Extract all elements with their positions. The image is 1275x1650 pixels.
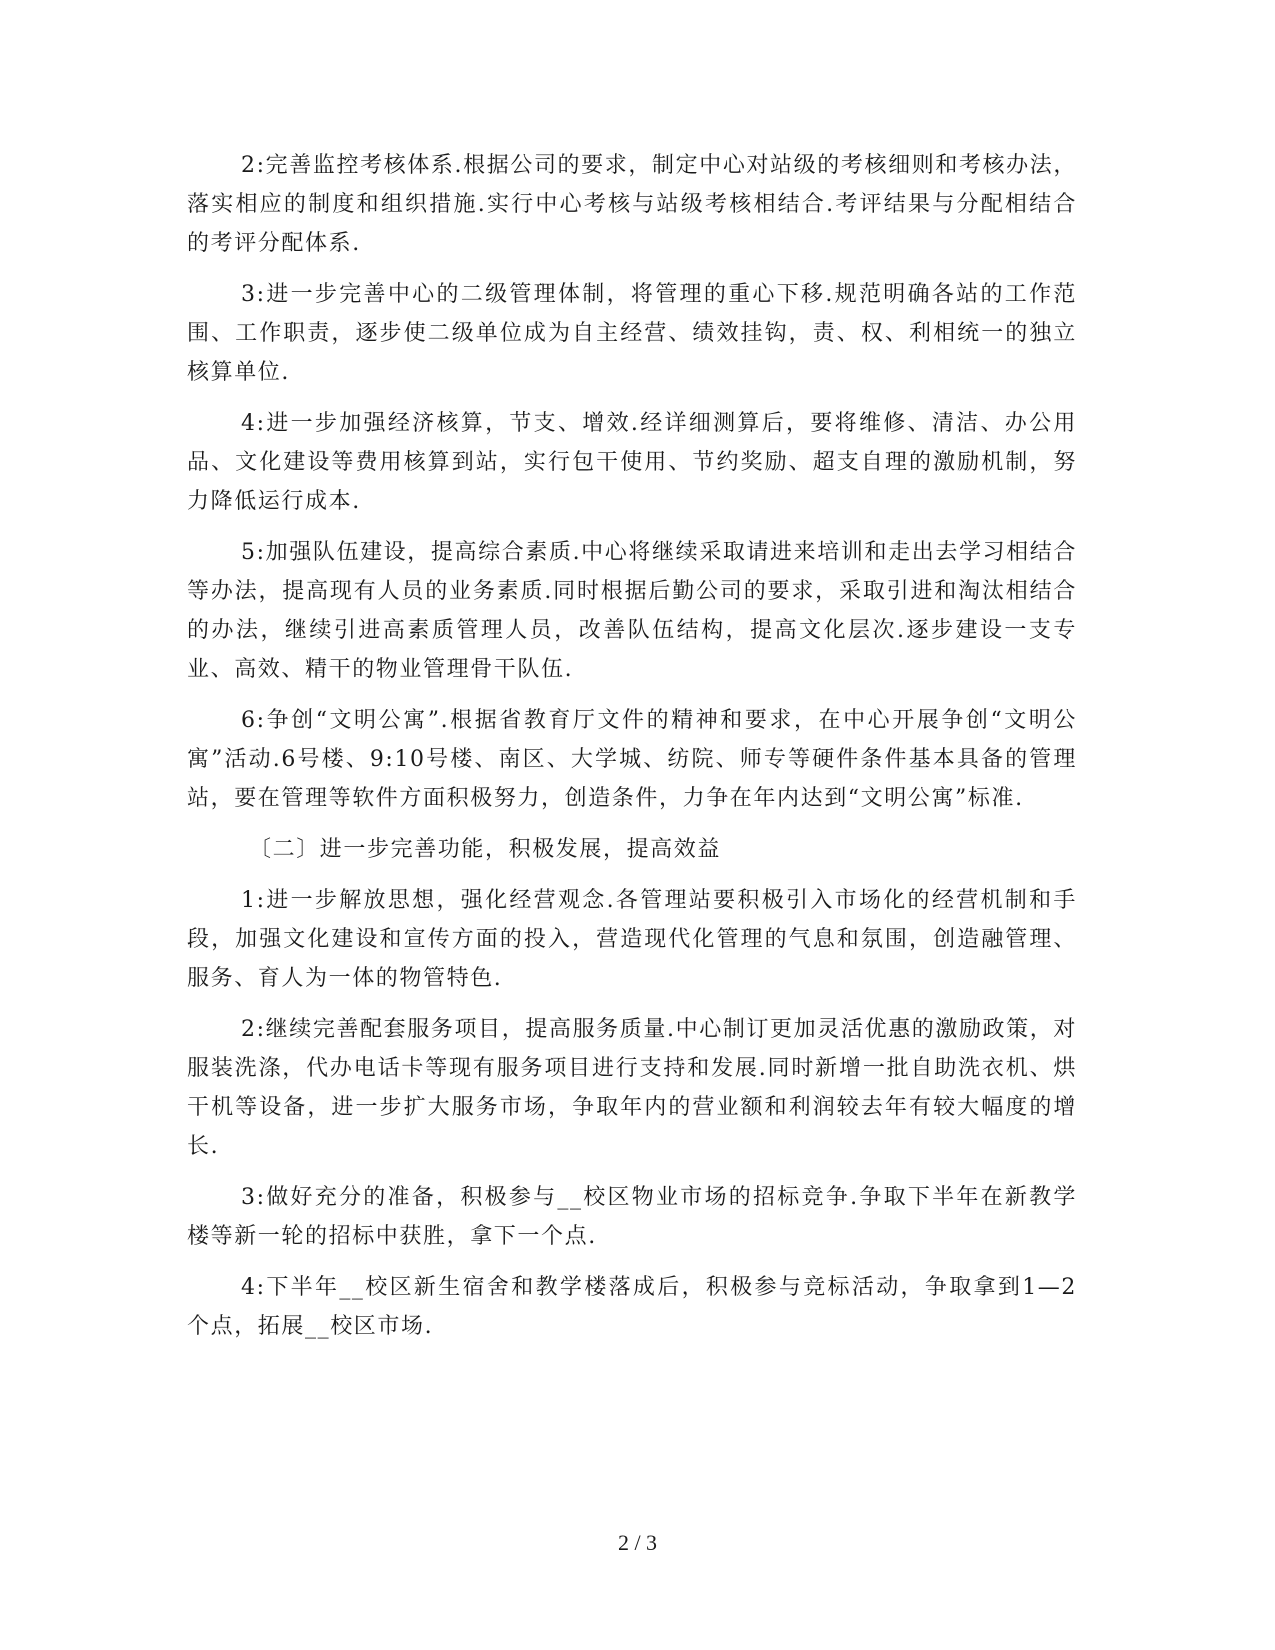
paragraph-item-3-bidding: 3:做好充分的准备，积极参与__校区物业市场的招标竞争.争取下半年在新教学楼等新一轮的招标中获胜，拿下一个点. [187, 1185, 1077, 1249]
paragraph-item-3-management: 3:进一步完善中心的二级管理体制，将管理的重心下移.规范明确各站的工作范围、工作职责，逐步使二级单位成为自主经营、绩效挂钩，责、权、利相统一的独立核算单位. [187, 282, 1077, 385]
page-number: 2 / 3 [617, 1530, 658, 1555]
document-body [187, 146, 1077, 1358]
paragraph-item-2-assessment: 2:完善监控考核体系.根据公司的要求，制定中心对站级的考核细则和考核办法，落实相应的制度和组织措施.实行中心考核与站级考核相结合.考评结果与分配相结合的考评分配体系. [187, 153, 1077, 256]
paragraph-item-5-team: 5:加强队伍建设，提高综合素质.中心将继续采取请进来培训和走出去学习相结合等办法，提高现有人员的业务素质.同时根据后勤公司的要求，采取引进和淘汰相结合的办法，继续引进高素质管理人员，改善队伍结构，提高文化层次.逐步建设一支专业、高效、精干的物业管理骨干队伍. [187, 540, 1077, 682]
paragraph-item-2-services: 2:继续完善配套服务项目，提高服务质量.中心制订更加灵活优惠的激励政策，对服装洗涤，代办电话卡等现有服务项目进行支持和发展.同时新增一批自助洗衣机、烘干机等设备，进一步扩大服务市场，争取年内的营业额和利润较去年有较大幅度的增长. [187, 1017, 1077, 1159]
section-heading-2: 〔二〕进一步完善功能，积极发展，提高效益 [249, 837, 722, 862]
paragraph-item-1-thinking: 1:进一步解放思想，强化经营观念.各管理站要积极引入市场化的经营机制和手段，加强文化建设和宣传方面的投入，营造现代化管理的气息和氛围，创造融管理、服务、育人为一体的物管特色. [187, 888, 1077, 991]
paragraph-item-6-civilized-apartment: 6:争创“文明公寓”.根据省教育厅文件的精神和要求，在中心开展争创“文明公寓”活动.6号楼、9:10号楼、南区、大学城、纺院、师专等硬件条件基本具备的管理站，要在管理等软件方面积极努力，创造条件，力争在年内达到“文明公寓”标准. [187, 708, 1077, 811]
paragraph-item-4-accounting: 4:进一步加强经济核算，节支、增效.经详细测算后，要将维修、清洁、办公用品、文化建设等费用核算到站，实行包干使用、节约奖励、超支自理的激励机制，努力降低运行成本. [187, 411, 1077, 514]
paragraph-item-4-expansion: 4:下半年__校区新生宿舍和教学楼落成后，积极参与竞标活动，争取拿到1—2个点，拓展__校区市场. [187, 1275, 1077, 1339]
